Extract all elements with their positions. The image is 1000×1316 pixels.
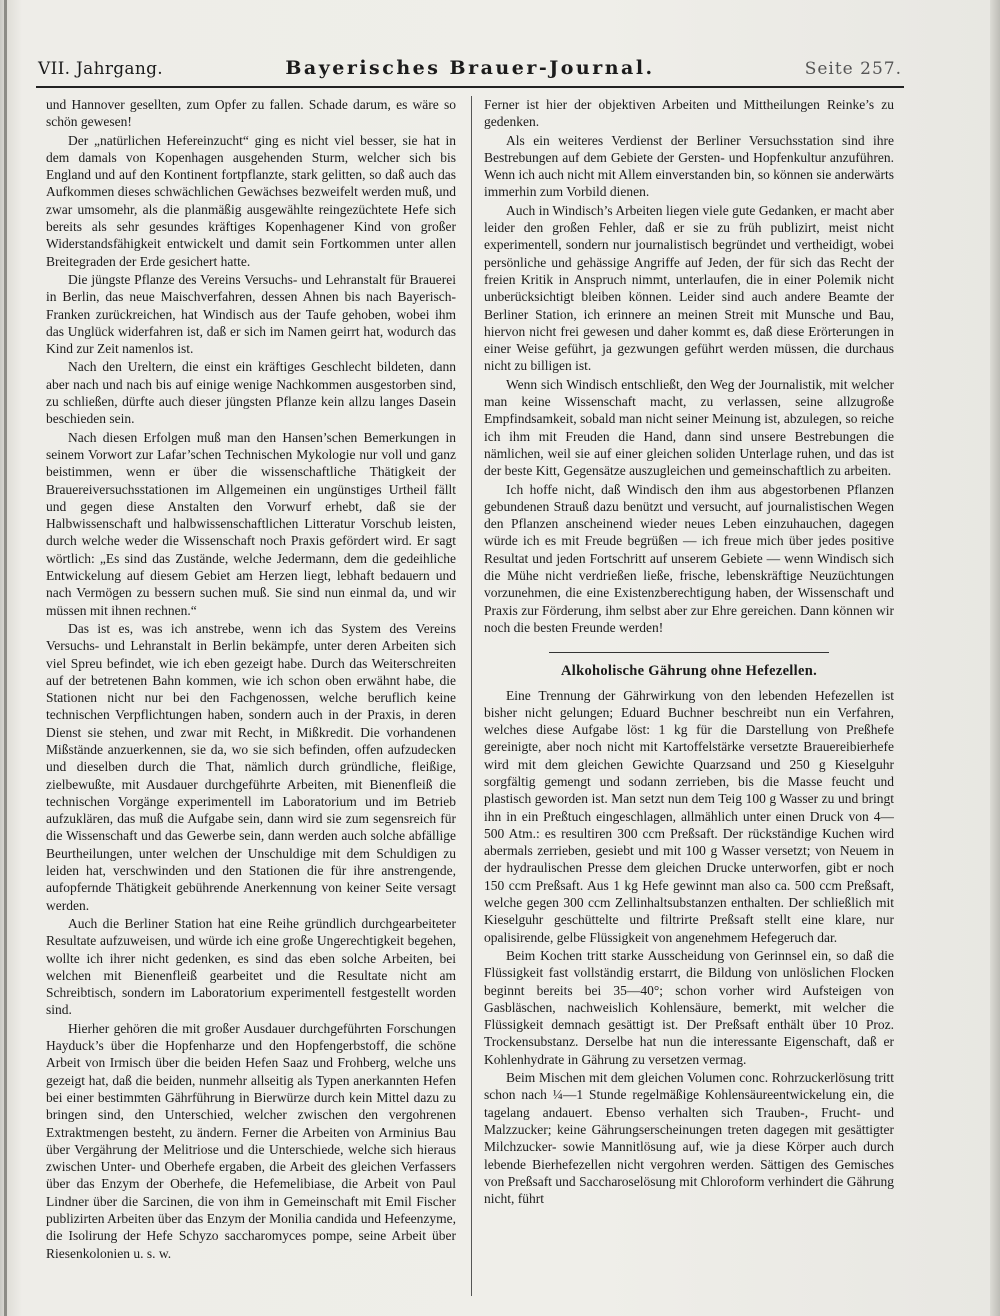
page-edge bbox=[990, 0, 1000, 1316]
paragraph: Beim Mischen mit dem gleichen Volumen conc. Rohrzuckerlösung tritt schon nach ¼—1 Stunde regelmäßige Kohlensäureentwickelung ein, die tagelang andauert. Ebenso verhalten sich Trauben-, Frucht- und Malzzucker; keine Gährungserscheinungen treten dagegen mit gesättigter Milchzucker- sowie Mannitlösung auf, wie ja diese Körper auch durch lebende Bierhefezellen nicht vergohren werden. Sättigen des Gemisches von Preßsaft und Saccharoselösung mit Chloroform verhindert die Gährung nicht, führt bbox=[484, 1070, 894, 1207]
paragraph: Eine Trennung der Gährwirkung von den lebenden Hefezellen ist bisher nicht gelungen; Eduard Buchner beschreibt nun ein Verfahren, welches diese Aufgabe löst: 1 kg für die Darstellung von Preßhefe gereinigte, aber noch nicht mit Kartoffelstärke versetzte Brauereibierhefe wird mit dem gleichen Gewichte Quarzsand und 250 g Kieselguhr sorgfältig gemengt und sodann zerrieben, bis die Masse feucht und plastisch geworden ist. Man setzt nun dem Teig 100 g Wasser zu und bringt ihn in ein Preßtuch eingeschlagen, allmählich unter einen Druck von 4—500 Atm.: es resultiren 300 ccm Preßsaft. Der rückständige Kuchen wird abermals zerrieben, gesiebt und mit 100 g Wasser versetzt; von Neuem in der hydraulischen Presse dem gleichen Drucke unterworfen, gibt er noch 150 ccm Preßsaft. Aus 1 kg Hefe gewinnt man also ca. 500 ccm Preßsaft, welche gegen 300 ccm Zellinhaltsubstanzen enthalten. Der schließlich mit Kieselguhr geschüttelte und filtrirte Preßsaft stellt eine klare, nur opalisirende, gelbe Flüssigkeit von angenehmem Hefegeruch dar. bbox=[484, 687, 894, 945]
paragraph: Das ist es, was ich anstrebe, wenn ich das System des Vereins Versuchs- und Lehranstalt in Berlin bekämpfe, unter deren Arbeiten sich viel Spreu befindet, wie ich eben gezeigt habe. Durch das Weiterschreiten auf der betretenen Bahn kommen, wie ich schon oben erwähnt habe, die Stationen nicht nur bei den Fachgenossen, welche beruflich keine technischen Verpflichtungen haben, sondern auch in der Praxis, in deren Dienst sie stehen, und zwar mit Recht, in Mißkredit. Die vorhandenen Mißstände anzuerkennen, sie da, wo sie sich befinden, offen aufzudecken und dieselben durch die That, nämlich durch gründliche, fleißige, zielbewußte, mit Ausdauer durchgeführte Arbeiten, mit Bienenfleiß die technischen Vorgänge experimentell im Laboratorium und im Betrieb aufzuklären, das muß die Aufgabe sein, dann wird sie zum segensreich für die Wissenschaft und das Gewerbe sein, dann werden auch solche abfällige Beurtheilungen, unter welchen der Unschuldige mit dem Schuldigen zu leiden hat, verschwinden und den Stationen die für ihre anstrengende, aufopfernde Thätigkeit gebührende Anerkennung von keiner Seite versagt werden. bbox=[46, 620, 456, 913]
paragraph: Beim Kochen tritt starke Ausscheidung von Gerinnsel ein, so daß die Flüssigkeit fast vollständig erstarrt, die Bildung von unlöslichen Flocken beginnt bereits bei 35—40°; schon vorher wird Aufsteigen von Gasbläschen, nachweislich Kohlensäure, bemerkt, mit welcher die Flüssigkeit demnach gesättigt ist. Der Preßsaft enthält über 10 Proz. Trockensubstanz. Derselbe hat nun die interessante Eigenschaft, daß er Kohlenhydrate in Gährung zu versetzen vermag. bbox=[484, 947, 894, 1067]
running-header bbox=[36, 56, 904, 88]
paragraph: Wenn sich Windisch entschließt, den Weg der Journalistik, mit welcher man keine Wissenschaft macht, zu verlassen, seine allzugroße Empfindsamkeit, sobald man nicht seiner Meinung ist, abzulegen, so reiche ich ihm mit Freuden die Hand, dann sind unsere Bestrebungen die nämlichen, weil sie auf einer gleichen soliden Unterlage ruhen, und das ist der beste Kitt, Gegensätze auszugleichen und gemeinschaftlich zu arbeiten. bbox=[484, 376, 894, 479]
paragraph: Als ein weiteres Verdienst der Berliner Versuchsstation sind ihre Bestrebungen auf dem Gebiete der Gersten- und Hopfenkultur anzuführen. Wenn ich auch nicht mit Allem einverstanden bin, so können sie anderwärts immerhin zum Vorbild dienen. bbox=[484, 132, 894, 200]
paragraph: Ferner ist hier der objektiven Arbeiten und Mittheilungen Reinke’s zu gedenken. bbox=[484, 97, 894, 130]
paragraph: Der „natürlichen Hefereinzucht“ ging es nicht viel besser, sie hat in dem damals von Kopenhagen ausgehenden Sturm, welcher sich bis England und auf den Kontinent fortpflanzte, stark gelitten, so daß auch das Aufkommen dieses schwächlichen Gewächses bezweifelt werden muß, und zwar umsomehr, als die planmäßig ausgewählte reingezüchtete Hefe sich bereits als sehr gesundes kräftiges Kopenhagener Kind von großer Widerstandsfähigkeit entwickelt und damit sein Fortkommen unter allen Breitegraden der Erde gesichert hatte. bbox=[46, 132, 456, 269]
paragraph: und Hannover gesellten, zum Opfer zu fallen. Schade darum, es wäre so schön gewesen! bbox=[46, 97, 456, 130]
paragraph: Auch in Windisch’s Arbeiten liegen viele gute Gedanken, er macht aber leider den großen Fehler, daß er sie zu früh publizirt, meist nicht experimentell, sondern nur journalistisch begründet und vertheidigt, wobei persönliche und gehässige Angriffe auf Jeden, der für sich das Recht der freien Kritik in Anspruch nimmt, unterlaufen, die in einer Polemik nicht unberücksichtigt bleiben können. Leider sind auch andere Beamte der Berliner Station, ich erinnere an meinen Streit mit Munsche und Bau, hiervon nicht frei gewesen und daher kommt es, daß diese Erörterungen in einer Weise geführt, ja gezwungen geführt werden müssen, die durchaus nicht zu billigen ist. bbox=[484, 202, 894, 374]
paragraph: Auch die Berliner Station hat eine Reihe gründlich durchgearbeiteter Resultate aufzuweisen, und würde ich eine große Ungerechtigkeit begehen, wollte ich ihrer nicht gedenken, es sind das eben solche Arbeiten, bei welchen mit Bienenfleiß gearbeitet und die Resultate nicht am Schreibtisch, sondern im Laboratorium experimentell festgestellt worden sind. bbox=[46, 915, 456, 1018]
journal-title: Bayerisches Brauer-Journal. bbox=[285, 57, 655, 79]
page-number: Seite 257. bbox=[804, 59, 902, 79]
paragraph: Hierher gehören die mit großer Ausdauer durchgeführten Forschungen Hayduck’s über die Hopfenharze und den Hopfengerbstoff, die schöne Arbeit von Irmisch über die beiden Hefen Saaz und Frohberg, welche uns gezeigt hat, daß die beiden, nunmehr allseitig als Typen anerkannten Hefen bei einer bestimmten Gährführung in Bierwürze durch kein Mittel dazu zu bringen sind, den Unterschied, welcher zwischen den vergohrenen Extraktmengen besteht, zu ändern. Ferner die Arbeiten von Arminius Bau über Vergährung der Melitriose und die Unterschiede, welche sich hieraus zwischen Unter- und Oberhefe ergaben, die Arbeit des gleichen Verfassers über das Enzym der Oberhefe, die Hefemelibiase, die Arbeit von Paul Lindner über die Sarcinen, die von ihm in Gemeinschaft mit Emil Fischer publizirten Arbeiten über das Enzym der Monilia candida und Hefeenzyme, die Isolirung der Hefe Schyzo saccharomyces pompe, seine Arbeit über Riesenkolonien u. s. w. bbox=[46, 1020, 456, 1261]
paragraph: Die jüngste Pflanze des Vereins Versuchs- und Lehranstalt für Brauerei in Berlin, das neue Maischverfahren, dessen Ahnen bis nach Bayerisch-Franken zurückreichen, hat Windisch aus der Taufe gehoben, wobei ihm das Unglück widerfahren ist, daß er sich im Namen geirrt hat, wodurch das Kind zur Zeit namenlos ist. bbox=[46, 271, 456, 357]
section-rule bbox=[549, 652, 829, 653]
paragraph: Nach den Ureltern, die einst ein kräftiges Geschlecht bildeten, dann aber nach und nach bis auf einige wenige Nachkommen ausgestorben sind, zu schließen, dürfte auch dieser jüngsten Pflanze kein allzu langes Dasein beschieden sein. bbox=[46, 359, 456, 427]
paragraph: Ich hoffe nicht, daß Windisch den ihm aus abgestorbenen Pflanzen gebundenen Strauß dazu benützt und versucht, auf journalistischen Wegen den Pflanzen anscheinend wieder neues Leben einzuhauchen, dagegen würde ich es mit Freude begrüßen — ich freue mich über jedes positive Resultat und jeden Fortschritt auf unserem Gebiete — wenn Windisch sich die Mühe nicht verdrießen ließe, frische, lebenskräftige Neuzüchtungen vorzunehmen, die eine Existenzberechtigung haben, der Wissenschaft und Praxis zur Förderung, ihm selbst aber zur Ehre gereichen. Dann können wir noch die besten Freunde werden! bbox=[484, 481, 894, 635]
volume-label: VII. Jahrgang. bbox=[38, 59, 163, 79]
left-column bbox=[46, 96, 456, 1296]
page-spine bbox=[4, 0, 7, 1316]
right-column bbox=[484, 96, 894, 1296]
paragraph: Nach diesen Erfolgen muß man den Hansen’schen Bemerkungen in seinem Vorwort zur Lafar’schen Technischen Mykologie nur voll und ganz beistimmen, wenn er über die wissenschaftliche Thätigkeit der Brauereiversuchsstationen im Allgemeinen ein ungünstiges Urtheil fällt und gegen diese Anstalten den Vorwurf erhebt, daß sie der Halbwissenschaft und halbwissenschaftlichen Litteratur Vorschub leisten, durch welche weder die Wissenschaft noch Praxis gefördert wird. Er sagt wörtlich: „Es sind das Zustände, welche Jedermann, dem die gedeihliche Entwickelung auf diesem Gebiet am Herzen liegt, lebhaft bedauern und nach Vermögen zu bessern suchen muß. Sie sind nun einmal da, und wir müssen mit ihnen rechnen.“ bbox=[46, 429, 456, 618]
column-divider bbox=[471, 96, 472, 1296]
section-title: Alkoholische Gährung ohne Hefezellen. bbox=[561, 663, 817, 680]
